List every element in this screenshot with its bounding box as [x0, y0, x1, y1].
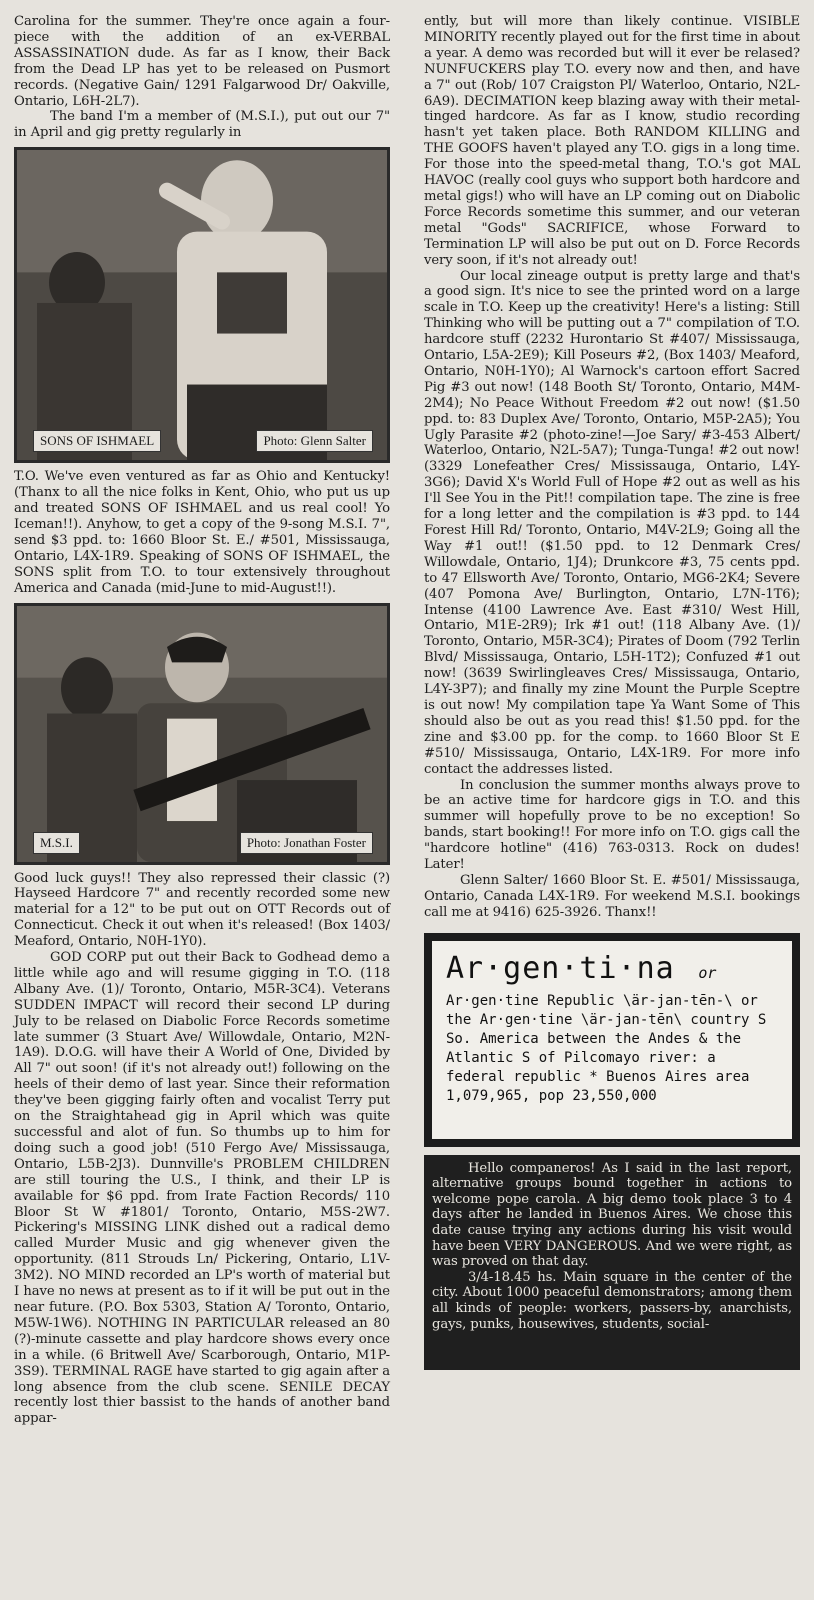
photo-msi: [14, 603, 390, 865]
left-column: [14, 14, 390, 1427]
article-paragraph: T.O. We've even ventured as far as Ohio and Kentucky! (Thanx to all the nice folks in Kent, Ohio, who put us up and treated SONS OF ISHMAEL and us real cool! Yo Iceman!!). Anyhow, to get a copy of the 9-song M.S.I. 7", send $3 ppd. to: 1660 Bloor St. E./ #501, Mississauga, Ontario, L4X-1R9. Speaking of SONS OF ISHMAEL, the SONS split from T.O. to tour extensively throughout America and Canada (mid-June to mid-August!!).: [14, 469, 390, 596]
report-paragraph: 3/4-18.45 hs. Main square in the center of the city. About 1000 peaceful demonstrators; among them all kinds of people: workers, passers-by, anarchists, gays, punks, housewives, students, social-: [432, 1269, 792, 1332]
photo-credit: Photo: Jonathan Foster: [240, 832, 373, 854]
photo-credit: Photo: Glenn Salter: [256, 430, 373, 452]
band-photo-image: [17, 606, 387, 862]
dictionary-definition: Ar·gen·tine Republic \är-jan-tēn-\ or the Ar·gen·tine \är-jan-tēn\ country S So. America between the Andes & the Atlantic S of Pilcomayo river: a federal republic * Buenos Aires area 1,079,965, pop 23,550,000: [446, 992, 767, 1104]
article-paragraph: GOD CORP put out their Back to Godhead demo a little while ago and will resume gigging in T.O. (118 Albany Ave. (1)/ Toronto, Ontario, M5R-3C4). Veterans SUDDEN IMPACT will record their second LP during July to be relased on Diabolic Force Records sometime late summer (3 Stuart Ave/ Willowdale, Ontario, M2N-1A9). D.O.G. will have their A World of One, Divided by All 7" out soon! (if it's not already out!) following on the heels of their demo of last year. Since their reformation they've been gigging fairly often and vocalist Terry put on the Straightahead gig in April which was quite successful and alot of fun. So thumbs up to him for doing such a good job! (510 Fergo Ave/ Mississauga, Ontario, L5B-2J3). Dunnville's PROBLEM CHILDREN are still touring the U.S., I think, and their LP is available for $6 ppd. from Irate Faction Records/ 110 Bloor St W #1801/ Toronto, Ontario, M5S-2W7. Pickering's MISSING LINK dished out a radical demo called Murder Music and gig whenever given the opportunity. (811 Strouds Ln/ Pickering, Ontario, L1V-3M2). NO MIND recorded an LP's worth of material but I have no news at present as to if it will be put out in the near future. (P.O. Box 5303, Station A/ Toronto, Ontario, M5W-1W6). NOTHING IN PARTICULAR released an 80 (?)-minute cassette and play hardcore shows every once in a while. (6 Britwell Ave/ Scarborough, Ontario, M1P-3S9). TERMINAL RAGE have started to gig again after a long absence from the club scene. SENILE DECAY recently lost thier bassist to the hands of another band appar-: [14, 950, 390, 1427]
right-column: [424, 14, 800, 1370]
photo-caption-band: SONS OF ISHMAEL: [33, 430, 161, 452]
article-paragraph: Carolina for the summer. They're once again a four-piece with the addition of an ex-VERBAL ASSASSINATION dude. As far as I know, their Back from the Dead LP has yet to be released on Pusmort records. (Negative Gain/ 1291 Falgarwood Dr/ Oakville, Ontario, L6H-2L7).: [14, 14, 390, 109]
article-paragraph: In conclusion the summer months always prove to be an active time for hardcore gigs in T.O. and this summer will hopefully prove to be no exception! So bands, start booking!! For more info on T.O. gigs call the "hardcore hotline" (416) 763-0313. Rock on dudes! Later!: [424, 777, 800, 873]
article-paragraph: Good luck guys!! They also repressed their classic (?) Hayseed Hardcore 7" and recently recorded some new material for a 12" to be put out on OTT Records out of Connecticut. Check it out when it's released! (Box 1403/ Meaford, Ontario, N0H-1Y0).: [14, 870, 390, 950]
article-paragraph: ently, but will more than likely continue. VISIBLE MINORITY recently played out for the first time in about a year. A demo was recorded but will it ever be relased? NUNFUCKERS play T.O. every now and then, and have a 7" out (Rob/ 107 Craigston Pl/ Waterloo, Ontario, N2L-6A9). DECIMATION keep blazing away with their metal-tinged hardcore. As far as I know, studio recording hasn't yet taken place. Both RANDOM KILLING and THE GOOFS haven't played any T.O. gigs in a long time. For those into the speed-metal thang, T.O.'s got MAL HAVOC (really cool guys who support both hardcore and metal gigs!) who will have an LP coming out on Diabolic Force Records sometime this summer, and our veteran metal "Gods" SACRIFICE, whose Forward to Termination LP will also be put out on D. Force Records very soon, if it's not already out!: [424, 14, 800, 268]
argentina-report-box: [424, 1155, 800, 1370]
report-paragraph: Hello companeros! As I said in the last report, alternative groups bound together in actions to welcome pope carola. A big demo took place 3 to 4 days after he landed in Buenos Aires. We chose this date cause trying any actions during his visit would have been VERY DANGEROUS. And we were right, as was proved on that day.: [432, 1160, 792, 1270]
dictionary-entry-box: [424, 933, 800, 1147]
photo-sons-of-ishmael: [14, 147, 390, 463]
band-photo-image: [17, 150, 387, 460]
dictionary-or: or: [698, 963, 717, 982]
article-paragraph: The band I'm a member of (M.S.I.), put out our 7" in April and gig pretty regularly in: [14, 109, 390, 141]
dictionary-headword: Ar·gen·ti·na: [446, 950, 675, 986]
article-paragraph: Glenn Salter/ 1660 Bloor St. E. #501/ Mississauga, Ontario, Canada L4X-1R9. For weekend M.S.I. bookings call me at 9416) 625-3926. Thanx!!: [424, 872, 800, 920]
article-paragraph: Our local zineage output is pretty large and that's a good sign. It's nice to see the printed word on a large scale in T.O. Keep up the creativity! Here's a listing: Still Thinking who will be putting out a 7" compilation of T.O. hardcore stuff (2232 Hurontario St #407/ Mississauga, Ontario, L5A-2E9); Kill Poseurs #2, (Box 1403/ Meaford, Ontario, N0H-1Y0); Al Warnock's cartoon effort Sacred Pig #3 out now! (148 Booth St/ Toronto, Ontario, M4M-2M4); No Peace Without Freedom #2 out now! ($1.50 ppd. to: 83 Duplex Ave/ Toronto, Ontario, M5P-2A5); You Ugly Parasite #2 (photo-zine!—Joe Sary/ #3-453 Albert/ Waterloo, Ontario, N2L-5A7); Tunga-Tunga! #2 out now! (3329 Lonefeather Cres/ Mississauga, Ontario, L4Y-3G6); David X's World Full of Hope #2 out as well as his I'll See You in the Pit!! compilation tape. The zine is free for a long letter and the compilation is #3 ppd. to 144 Forest Hill Rd/ Toronto, Ontario, M4V-2L9; Going all the Way #1 out!! ($1.50 ppd. to 12 Denmark Cres/ Willowdale, Ontario, 1J4); Drunkcore #3, 75 cents ppd. to 47 Ellsworth Ave/ Toronto, Ontario, MG6-2K4; Severe (407 Pomona Ave/ Burlington, Ontario, L7N-1T6); Intense (4100 Lawrence Ave. East #310/ West Hill, Ontario, M1E-2R9); Irk #1 out! (118 Albany Ave. (1)/ Toronto, Ontario, M5R-3C4); Pirates of Doom (792 Terlin Blvd/ Mississauga, Ontario, L5H-1T2); Confuzed #1 out now! (3639 Swirlingleaves Cres/ Mississauga, Ontario, L4Y-3P7); and finally my zine Mount the Purple Sceptre is out now! My compilation tape Ya Want Some of This should also be out as you read this! $1.50 ppd. for the zine and $3.00 pp. for the comp. to 1660 Bloor St E #510/ Mississauga, Ontario, L4X-1R9. For more info contact the addresses listed.: [424, 268, 800, 777]
dictionary-entry: [432, 941, 792, 1139]
photo-caption-band: M.S.I.: [33, 832, 80, 854]
